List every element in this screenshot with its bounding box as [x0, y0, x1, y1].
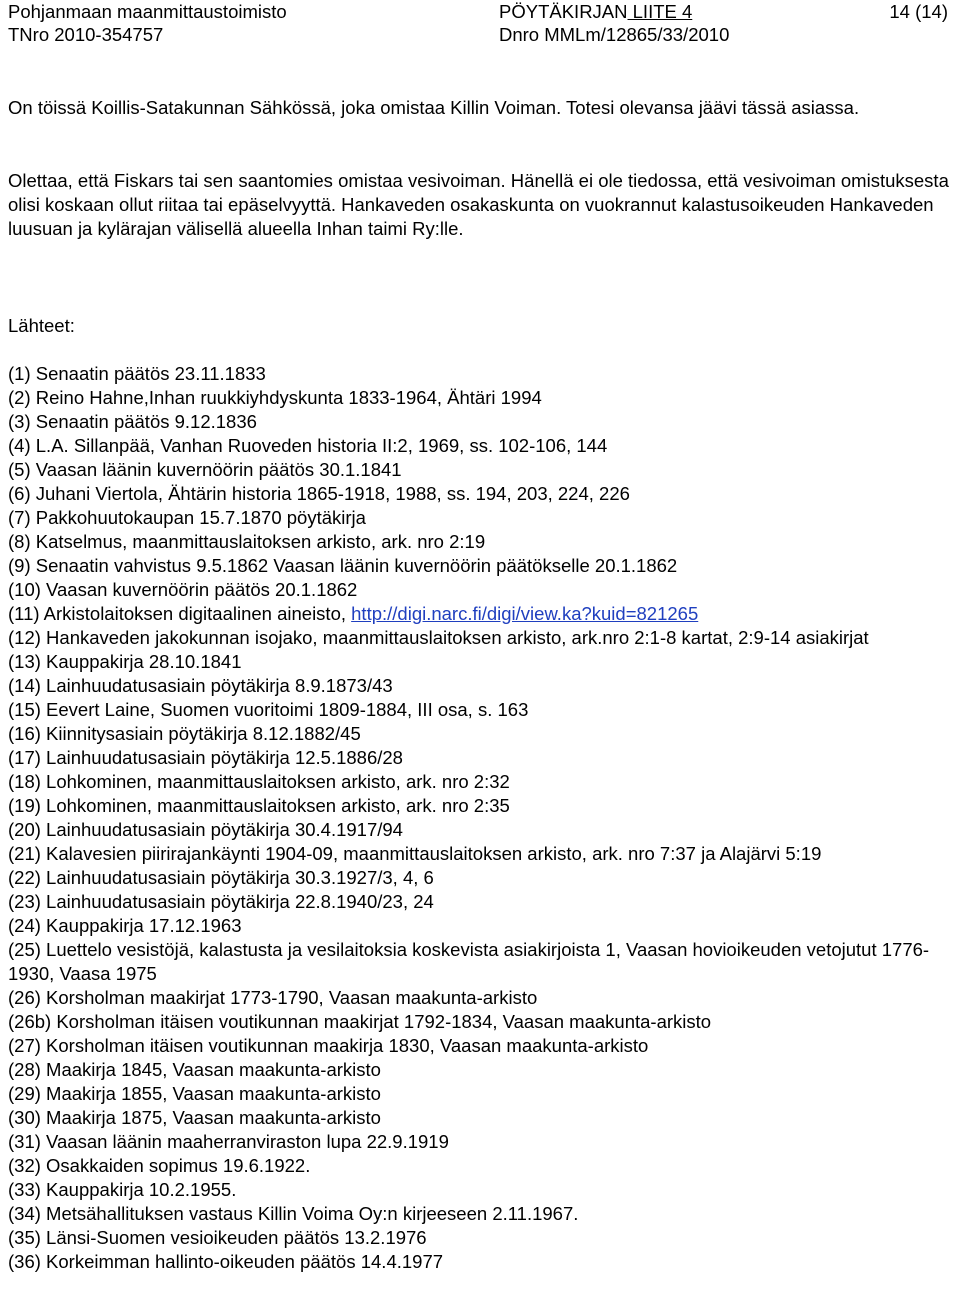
source-text: Maakirja 1845, Vaasan maakunta-arkisto	[46, 1059, 381, 1080]
source-text: Kalavesien piirirajankäynti 1904-09, maanmittauslaitoksen arkisto, ark. nro 7:37 ja Alajärvi 5:19	[46, 843, 822, 864]
header-tnro: TNro 2010-354757	[8, 24, 164, 45]
source-text: Reino Hahne,Inhan ruukkiyhdyskunta 1833-1964, Ähtäri 1994	[35, 387, 542, 408]
source-number: (7)	[8, 507, 31, 528]
source-text: Pakkohuutokaupan 15.7.1870 pöytäkirja	[35, 507, 366, 528]
source-item	[8, 1202, 952, 1226]
document-page	[8, 0, 952, 1272]
page-header	[8, 0, 952, 48]
source-text: Länsi-Suomen vesioikeuden päätös 13.2.1976	[46, 1227, 427, 1248]
source-number: (5)	[8, 459, 31, 480]
source-item	[8, 842, 952, 866]
source-item	[8, 674, 952, 698]
source-number: (8)	[8, 531, 31, 552]
source-text: Osakkaiden sopimus 19.6.1922.	[46, 1155, 311, 1176]
source-item	[8, 794, 952, 818]
source-number: (20)	[8, 819, 41, 840]
header-dnro: Dnro MMLm/12865/33/2010	[499, 24, 730, 45]
source-text: Korkeimman hallinto-oikeuden päätös 14.4.1977	[46, 1251, 444, 1272]
source-text: Lohkominen, maanmittauslaitoksen arkisto, ark. nro 2:32	[46, 771, 510, 792]
source-text: L.A. Sillanpää, Vanhan Ruoveden historia II:2, 1969, ss. 102-106, 144	[35, 435, 608, 456]
source-text: Eevert Laine, Suomen vuoritoimi 1809-1884, III osa, s. 163	[46, 699, 529, 720]
source-text: Korsholman maakirjat 1773-1790, Vaasan maakunta-arkisto	[46, 987, 538, 1008]
source-number: (9)	[8, 555, 31, 576]
sources-title: Lähteet:	[8, 315, 75, 336]
source-number: (32)	[8, 1155, 41, 1176]
source-text: Vaasan kuvernöörin päätös 20.1.1862	[46, 579, 358, 600]
source-number: (15)	[8, 699, 41, 720]
source-text: Lainhuudatusasiain pöytäkirja 22.8.1940/23, 24	[46, 891, 434, 912]
source-text: Lainhuudatusasiain pöytäkirja 30.3.1927/3, 4, 6	[46, 867, 434, 888]
source-number: (12)	[8, 627, 41, 648]
source-item	[8, 938, 952, 986]
source-text: Korsholman itäisen voutikunnan maakirja 1830, Vaasan maakunta-arkisto	[46, 1035, 649, 1056]
source-item	[8, 626, 952, 650]
source-text: Lainhuudatusasiain pöytäkirja 12.5.1886/28	[46, 747, 403, 768]
source-text: Senaatin päätös 23.11.1833	[35, 363, 266, 384]
source-text: Vaasan läänin kuvernöörin päätös 30.1.1841	[35, 459, 402, 480]
source-item	[8, 722, 952, 746]
source-text: Luettelo vesistöjä, kalastusta ja vesilaitoksia koskevista asiakirjoista 1, Vaasan hovioikeuden vetojutut 1776-1930, Vaasa 1975	[8, 939, 930, 984]
source-item	[8, 578, 952, 602]
source-item	[8, 530, 952, 554]
source-item	[8, 506, 952, 530]
source-item	[8, 866, 952, 890]
source-item	[8, 1058, 952, 1082]
source-number: (36)	[8, 1251, 41, 1272]
source-number: (6)	[8, 483, 31, 504]
source-item	[8, 650, 952, 674]
header-row-2	[8, 23, 952, 47]
source-number: (33)	[8, 1179, 41, 1200]
source-item	[8, 602, 952, 626]
source-item	[8, 1130, 952, 1154]
sources-list	[8, 362, 952, 1274]
source-item	[8, 1154, 952, 1178]
source-item	[8, 746, 952, 770]
source-item	[8, 986, 952, 1010]
paragraph-2: Olettaa, että Fiskars tai sen saantomies omistaa vesivoiman. Hänellä ei ole tiedossa, että vesivoiman omistuksesta olisi koskaan ollut riitaa tai epäselvyyttä. Hankaveden osakaskunta on vuokrannut kalastusoikeuden Hankaveden luusuan ja kylärajan välisellä alueella Inhan taimi Ry:lle.	[8, 170, 949, 239]
source-item	[8, 1106, 952, 1130]
source-item	[8, 818, 952, 842]
source-text: Arkistolaitoksen digitaalinen aineisto,	[43, 603, 352, 624]
source-number: (24)	[8, 915, 41, 936]
source-item	[8, 458, 952, 482]
source-item	[8, 482, 952, 506]
source-number: (26b)	[8, 1011, 52, 1032]
source-text: Hankaveden jakokunnan isojako, maanmittauslaitoksen arkisto, ark.nro 2:1-8 kartat, 2:9-14 asiakirjat	[46, 627, 869, 648]
source-text: Senaatin vahvistus 9.5.1862 Vaasan läänin kuvernöörin päätökselle 20.1.1862	[35, 555, 678, 576]
source-number: (34)	[8, 1203, 41, 1224]
header-doc-type-prefix: PÖYTÄKIRJAN	[499, 1, 628, 22]
source-item	[8, 1226, 952, 1250]
source-item	[8, 1178, 952, 1202]
source-number: (2)	[8, 387, 31, 408]
source-item	[8, 362, 952, 386]
source-number: (19)	[8, 795, 41, 816]
source-number: (26)	[8, 987, 41, 1008]
source-number: (1)	[8, 363, 31, 384]
source-item	[8, 914, 952, 938]
source-item	[8, 554, 952, 578]
source-number: (18)	[8, 771, 41, 792]
source-item	[8, 1250, 952, 1274]
source-text: Lainhuudatusasiain pöytäkirja 8.9.1873/43	[46, 675, 393, 696]
source-number: (25)	[8, 939, 41, 960]
source-number: (11)	[8, 603, 40, 624]
source-text: Kauppakirja 17.12.1963	[46, 915, 242, 936]
source-text: Korsholman itäisen voutikunnan maakirjat 1792-1834, Vaasan maakunta-arkisto	[56, 1011, 712, 1032]
source-item	[8, 698, 952, 722]
source-text: Kiinnitysasiain pöytäkirja 8.12.1882/45	[46, 723, 361, 744]
source-item	[8, 770, 952, 794]
header-doc-type-underlined: LIITE 4	[627, 1, 693, 22]
source-text: Kauppakirja 28.10.1841	[46, 651, 242, 672]
source-item	[8, 1010, 952, 1034]
source-item	[8, 1034, 952, 1058]
source-number: (27)	[8, 1035, 41, 1056]
source-number: (35)	[8, 1227, 41, 1248]
source-item	[8, 1082, 952, 1106]
source-text: Metsähallituksen vastaus Killin Voima Oy:n kirjeeseen 2.11.1967.	[46, 1203, 579, 1224]
source-number: (10)	[8, 579, 41, 600]
source-text: Juhani Viertola, Ähtärin historia 1865-1918, 1988, ss. 194, 203, 224, 226	[35, 483, 630, 504]
source-number: (16)	[8, 723, 41, 744]
source-number: (13)	[8, 651, 41, 672]
source-number: (3)	[8, 411, 31, 432]
source-item	[8, 434, 952, 458]
source-text: Lainhuudatusasiain pöytäkirja 30.4.1917/94	[46, 819, 403, 840]
header-row-1	[8, 0, 952, 24]
source-number: (22)	[8, 867, 41, 888]
source-number: (28)	[8, 1059, 41, 1080]
source-text: Maakirja 1875, Vaasan maakunta-arkisto	[46, 1107, 381, 1128]
source-link[interactable]: http://digi.narc.fi/digi/view.ka?kuid=821265	[351, 603, 699, 624]
source-number: (29)	[8, 1083, 41, 1104]
source-number: (4)	[8, 435, 31, 456]
source-text: Maakirja 1855, Vaasan maakunta-arkisto	[46, 1083, 381, 1104]
source-text: Lohkominen, maanmittauslaitoksen arkisto, ark. nro 2:35	[46, 795, 510, 816]
source-number: (14)	[8, 675, 41, 696]
source-number: (17)	[8, 747, 41, 768]
source-item	[8, 386, 952, 410]
header-doc-type	[499, 0, 692, 24]
paragraph-1: On töissä Koillis-Satakunnan Sähkössä, joka omistaa Killin Voiman. Totesi olevansa jäävi tässä asiassa.	[8, 97, 860, 118]
source-item	[8, 890, 952, 914]
source-text: Senaatin päätös 9.12.1836	[35, 411, 257, 432]
source-number: (31)	[8, 1131, 41, 1152]
source-number: (21)	[8, 843, 41, 864]
source-item	[8, 410, 952, 434]
source-text: Vaasan läänin maaherranviraston lupa 22.9.1919	[46, 1131, 449, 1152]
source-text: Kauppakirja 10.2.1955.	[46, 1179, 237, 1200]
source-number: (23)	[8, 891, 41, 912]
header-org: Pohjanmaan maanmittaustoimisto	[8, 1, 287, 22]
source-number: (30)	[8, 1107, 41, 1128]
header-page-number: 14 (14)	[889, 1, 948, 22]
source-text: Katselmus, maanmittauslaitoksen arkisto, ark. nro 2:19	[35, 531, 486, 552]
